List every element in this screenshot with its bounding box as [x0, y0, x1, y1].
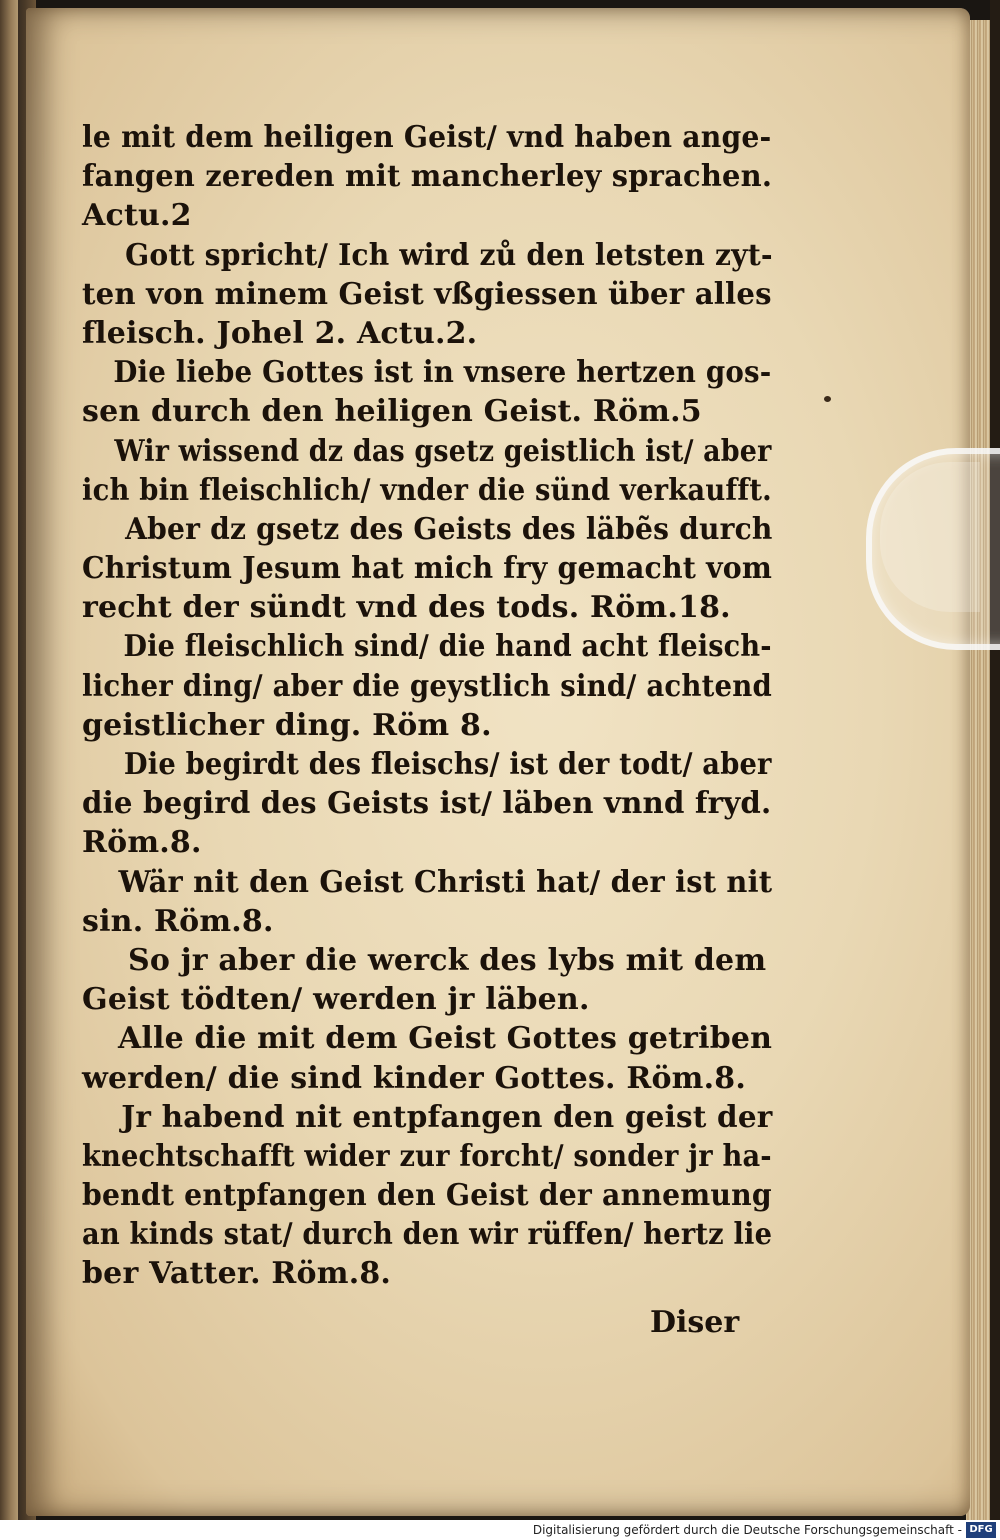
text-line: Die begirdt des fleischs/ ist der todt/ aber: [123, 747, 772, 782]
text-line: recht der sündt vnd des tods. Röm.18.: [82, 590, 731, 626]
ink-speck: [824, 396, 831, 402]
scan-border: [990, 0, 1000, 1540]
dfg-logo-icon: DFG: [966, 1522, 996, 1538]
text-line: die begird des Geists ist/ läben vnnd fryd.: [82, 786, 772, 822]
page-text: [82, 118, 772, 1294]
text-line: bendt entpfangen den Geist der annemung: [82, 1178, 772, 1214]
text-line: Die liebe Gottes ist in vnsere hertzen gos-: [113, 355, 772, 391]
text-line: Aber dz gsetz des Geists des läbẽs durch: [125, 511, 773, 547]
text-line: So jr aber die werck des lybs mit dem: [128, 942, 767, 978]
previous-page-edge: [0, 0, 18, 1520]
text-line: fangen zereden mit mancherley sprachen.: [82, 159, 773, 195]
text-line: fleisch. Johel 2. Actu.2.: [82, 315, 478, 351]
footer-bar: [0, 1520, 1000, 1540]
text-line: Gott spricht/ Ich wird zů den letsten zyt-: [125, 237, 773, 273]
text-line: Actu.2: [82, 198, 192, 234]
text-line: Wir wissend dz das gsetz geistlich ist/ aber: [114, 433, 772, 469]
text-line: geistlicher ding. Röm 8.: [82, 707, 492, 743]
funding-notice: Digitalisierung gefördert durch die Deutsche Forschungsgemeinschaft -: [532, 1523, 962, 1537]
text-line: licher ding/ aber die geystlich sind/ achtend: [82, 668, 772, 704]
text-line: Alle die mit dem Geist Gottes getriben: [117, 1021, 773, 1057]
text-line: sen durch den heiligen Geist. Röm.5: [82, 394, 702, 430]
text-line: ich bin fleischlich/ vnder die sünd verkaufft.: [82, 472, 772, 508]
text-line: werden/ die sind kinder Gottes. Röm.8.: [82, 1060, 746, 1096]
text-line: Jr habend nit entpfangen den geist der: [121, 1099, 773, 1135]
text-line: knechtschafft wider zur forcht/ sonder jr ha-: [82, 1138, 772, 1174]
text-line: Die fleischlich sind/ die hand acht fleisch-: [123, 629, 772, 665]
text-line: Geist tödten/ werden jr läben.: [82, 982, 590, 1018]
text-line: an kinds stat/ durch den wir rüffen/ hertz lie: [82, 1217, 773, 1253]
text-line: Christum Jesum hat mich fry gemacht vom: [82, 551, 773, 587]
catchword: Diser: [650, 1305, 740, 1340]
text-line: Wär nit den Geist Christi hat/ der ist nit: [118, 864, 773, 900]
text-line: le mit dem heiligen Geist/ vnd haben ange-: [82, 120, 772, 155]
text-line: ten von minem Geist vßgiessen über alles: [82, 276, 772, 312]
text-line: ber Vatter. Röm.8.: [82, 1256, 392, 1292]
text-line: sin. Röm.8.: [82, 903, 274, 939]
text-line: Röm.8.: [82, 825, 202, 861]
